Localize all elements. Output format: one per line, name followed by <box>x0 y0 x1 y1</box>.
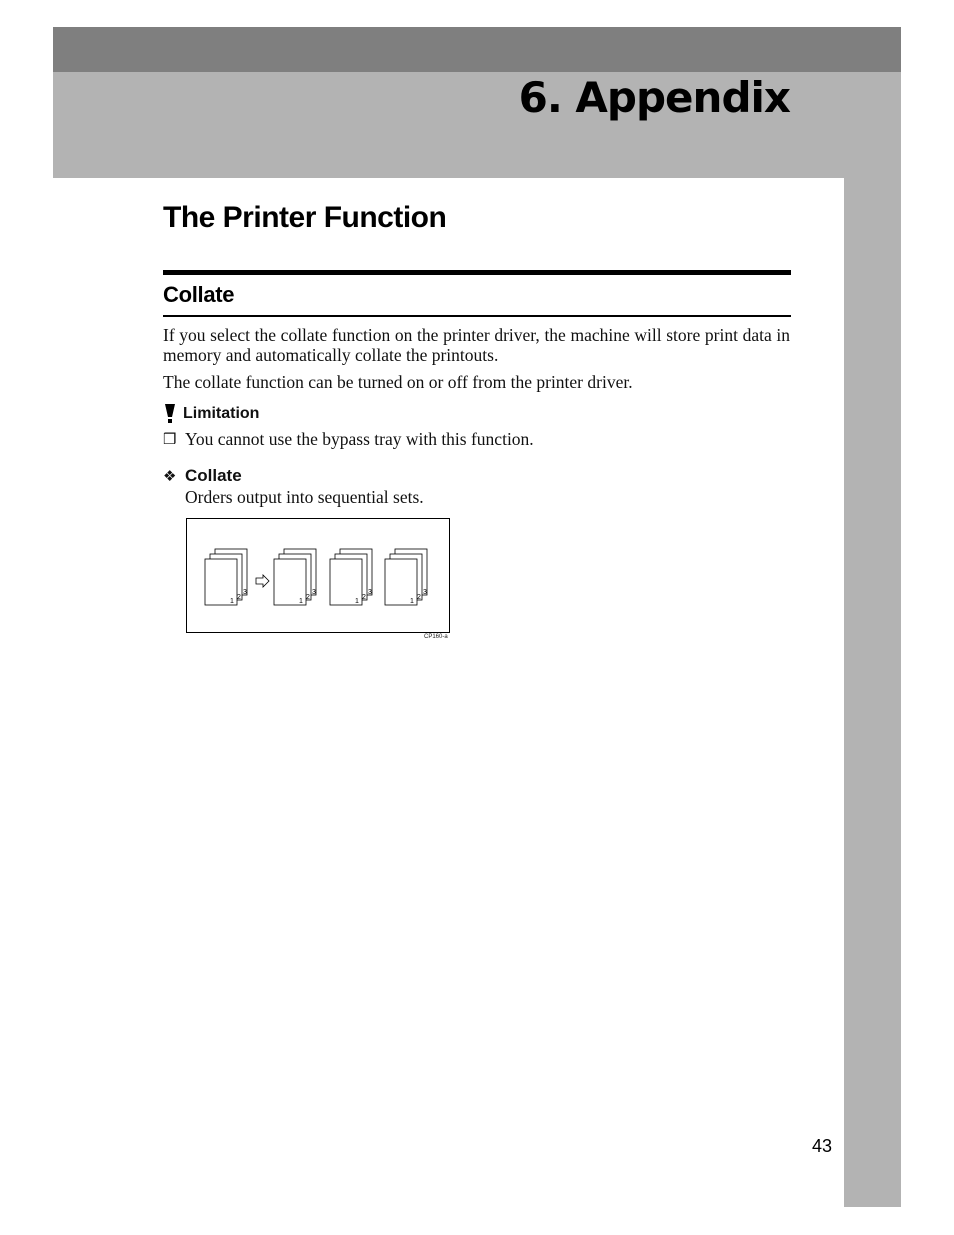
page-label: 3 <box>243 589 247 596</box>
body-paragraph-1: If you select the collate function on the printer driver, the machine will store print data in memory and automatically collate the printouts. <box>163 325 790 365</box>
limitation-item <box>163 429 534 449</box>
page-number: 43 <box>812 1136 833 1156</box>
subsection-title: Collate <box>163 282 235 307</box>
side-thumb-band <box>844 178 901 1207</box>
diamond-bullet-icon: ❖ <box>163 467 177 485</box>
section-rule-thick <box>163 270 791 275</box>
page-label: 3 <box>423 589 427 596</box>
limitation-heading-label: Limitation <box>183 405 260 422</box>
page-label: 3 <box>312 589 316 596</box>
checkbox-bullet-icon: ❒ <box>163 430 177 448</box>
section-rule-thin <box>163 315 791 317</box>
collate-description: Orders output into sequential sets. <box>185 487 424 507</box>
page-stack-input <box>205 549 247 605</box>
limitation-heading <box>163 402 259 426</box>
body-paragraph-2: The collate function can be turned on or off from the printer driver. <box>163 372 633 392</box>
limitation-item-text: You cannot use the bypass tray with this function. <box>185 429 534 449</box>
page-label: 2 <box>306 594 310 601</box>
page-stack-output-3 <box>385 549 427 605</box>
arrow-right-icon <box>256 575 269 587</box>
page-label: 1 <box>299 598 303 605</box>
page-label: 1 <box>410 598 414 605</box>
page-stack-output-1 <box>274 549 316 605</box>
page-label: 2 <box>237 594 241 601</box>
page-label: 2 <box>417 594 421 601</box>
collate-heading <box>163 465 242 487</box>
page-label: 3 <box>368 589 372 596</box>
page-stack-output-2 <box>330 549 372 605</box>
figure-code: CP160-a <box>424 634 448 640</box>
page-label: 1 <box>230 598 234 605</box>
collate-illustration <box>186 518 450 633</box>
page-label: 2 <box>362 594 366 601</box>
header-top-band <box>53 27 901 72</box>
section-title: The Printer Function <box>163 201 447 234</box>
collate-diagram <box>187 519 449 632</box>
exclamation-icon <box>163 403 177 425</box>
chapter-title: 6. Appendix <box>518 73 790 122</box>
page-label: 1 <box>355 598 359 605</box>
collate-heading-label: Collate <box>185 466 242 485</box>
